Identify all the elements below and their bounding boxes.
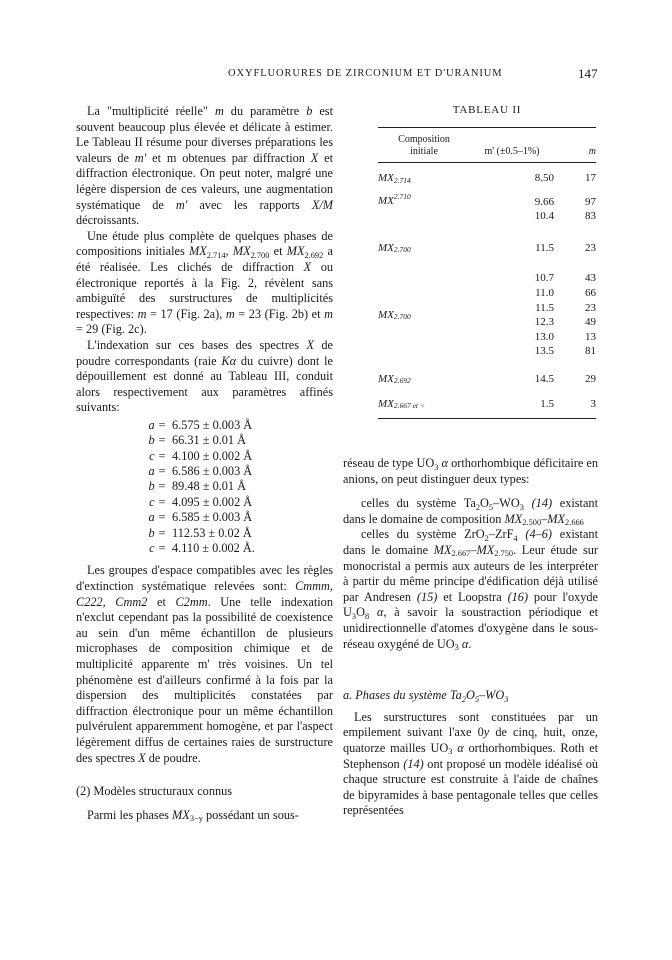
param-row: c = 4.100 ± 0.002 Å bbox=[149, 448, 253, 463]
paragraph-zr-system: celles du système ZrO$_2$–ZrF$_4$ (4–6) existant dans le domaine $MX_{2.667}-MX_{2.750}$. Leur étude sur monocristal a permis aux auteurs de les interpréter à partir du même principe d'édification déjà utilisé par Andresen (15) et Loopstra (16) pour l'oxyde $U_3O_8$ α, à savoir la soustraction périodique et unidirectionnelle d'atomes d'oxygène dans le sous-réseau oxygéné de $UO_3$ α. bbox=[343, 527, 599, 653]
table-bottom-rule bbox=[378, 418, 596, 419]
table-row: 13.0 13 bbox=[534, 330, 596, 343]
page-number: 147 bbox=[578, 66, 598, 81]
table-row: 11.5 23 bbox=[535, 241, 596, 254]
table-row: 14.5 29 bbox=[534, 372, 596, 385]
table-row: 10.4 83 bbox=[534, 210, 596, 223]
table-header-rule bbox=[378, 162, 596, 163]
col-header-m: m bbox=[588, 146, 596, 157]
composition-cell: MX $_{2.692}$ bbox=[378, 373, 411, 386]
table-row: 11.5 23 bbox=[535, 301, 596, 314]
param-row: c = 4.095 ± 0.002 Å bbox=[149, 494, 253, 509]
param-row: b = 112.53 ± 0.02 Å bbox=[148, 525, 252, 540]
composition-cell: MX $_{2.667 et <}$ bbox=[378, 397, 425, 411]
table-group bbox=[378, 397, 596, 412]
left-column bbox=[76, 104, 333, 823]
paragraph-phases-study: Une étude plus complète de quelques phases de compositions initiales $MX_{2.714}$, $MX_{2.700}$ et $MX_{2.692}$ a été réalisée. Les clichés de diffraction X ou électronique reportés à la Fig. 2, révèlent sans ambiguïté des surstructures de multiplicités respectives: m = 17 (Fig. 2a), m = 23 (Fig. 2b) et m = 29 (Fig. 2c). bbox=[76, 228, 334, 337]
param-row: a = 6.575 ± 0.003 Å bbox=[148, 417, 253, 432]
composition-cell: MX $_{2.700}$ bbox=[378, 242, 411, 255]
paragraph-phases-intro: Parmi les phases $MX_{3-y}$ possédant un sous- bbox=[87, 807, 299, 824]
composition-cell: MX $_{2.714}$ bbox=[378, 172, 411, 185]
param-row: b = 66.31 ± 0.01 Å bbox=[148, 433, 247, 448]
paragraph-multiplicity: La "multiplicité réelle" m du paramètre b est souvent beaucoup plus élevée et délicate à estimer. Le Tableau II résume pour diverses préparations les valeurs de m' et m obtenues par diffraction X et diffraction électronique. On peut noter, malgré une légère dispersion de ces valeurs, une augmentation systématique de m' avec les rapports X/M décroissants. bbox=[76, 104, 334, 228]
table-title: TABLEAU II bbox=[452, 104, 522, 116]
table-group bbox=[378, 191, 596, 224]
table-row: 8.50 17 bbox=[534, 172, 596, 184]
table-header bbox=[378, 128, 596, 162]
paragraph-superstructures: Les surstructures sont constituées par un empilement suivant l'axe 0y de cinq, huit, onze, quatorze mailles $UO_3$ α orthorhombiques. Roth et Stephenson (14) ont proposé un modèle idéalisé où chaque structure est construite à l'aide de chaînes de bipyramides à base pentagonale telles que celles représentées bbox=[343, 709, 599, 818]
table-group bbox=[378, 171, 596, 186]
table-row: 13.5 81 bbox=[534, 345, 596, 358]
paragraph-sublattice: réseau de type $UO_3$ α orthorhombique déficitaire en anions, on peut distinguer deux types: bbox=[343, 456, 598, 486]
running-head: OXYFLUORURES DE ZIRCONIUM ET D'URANIUM bbox=[228, 68, 503, 79]
refined-parameters bbox=[76, 418, 333, 557]
right-column bbox=[343, 456, 598, 819]
table-group bbox=[378, 271, 596, 359]
col-header-m-prime: m' (±0.5–1%) bbox=[484, 146, 540, 157]
table-row: 1.5 3 bbox=[540, 397, 596, 410]
composition-cell: MX $_{2.710}$ bbox=[378, 191, 411, 207]
table-ii bbox=[378, 104, 596, 419]
paragraph-ta-w-system: celles du système $Ta_2O_5-WO_3$ (14) existant dans le domaine de composition $MX_{2.500}-MX_{2.666}$ bbox=[343, 496, 598, 528]
table-row: 9.66 97 bbox=[534, 195, 596, 208]
paragraph-indexation: L'indexation sur ces bases des spectres X de poudre correspondants (raie Kα du cuivre) dont le dépouillement est donné au Tableau III, conduit alors respectivement aux paramètres affinés suivants: bbox=[76, 337, 333, 415]
section-heading-ta-w-phases: a. Phases du système $Ta_2O_5-WO_3$ bbox=[343, 688, 509, 704]
table-row: 10.7 43 bbox=[534, 272, 596, 285]
table-row: 11.0 66 bbox=[535, 286, 596, 299]
param-row: c = 4.110 ± 0.002 Å. bbox=[149, 541, 255, 555]
table-group bbox=[378, 241, 596, 256]
param-row: b = 89.48 ± 0.01 Å bbox=[148, 479, 247, 494]
section-heading-structural-models: (2) Modèles structuraux connus bbox=[76, 784, 233, 799]
param-row: a = 6.585 ± 0.003 Å bbox=[148, 510, 253, 525]
table-group bbox=[378, 372, 596, 387]
param-row: a = 6.586 ± 0.003 Å bbox=[148, 464, 253, 479]
composition-cell: MX $_{2.700}$ bbox=[378, 309, 411, 322]
col-header-composition: Composition initiale bbox=[398, 134, 450, 157]
paragraph-space-groups: Les groupes d'espace compatibles avec les règles d'extinction systématique relevées sont: Cmmm, C222, Cmm2 et C2mm. Une telle indexation n'exclut cependant pas la possibilité de coexistence au sein d'un même échantillon de plusieurs microphases de composition chimique et de multiplicité apparente m' très voisines. Un tel phénomène est d'ailleurs confirmé à la fois par la dispersion des multiplicités constatées par diffraction électronique pour un même échantillon pulvérulent apparemment homogène, et par l'aspect légèrement diffus de certaines raies de surstructure des spectres X de poudre. bbox=[76, 563, 333, 765]
table-row: 12.3 49 bbox=[534, 316, 596, 329]
